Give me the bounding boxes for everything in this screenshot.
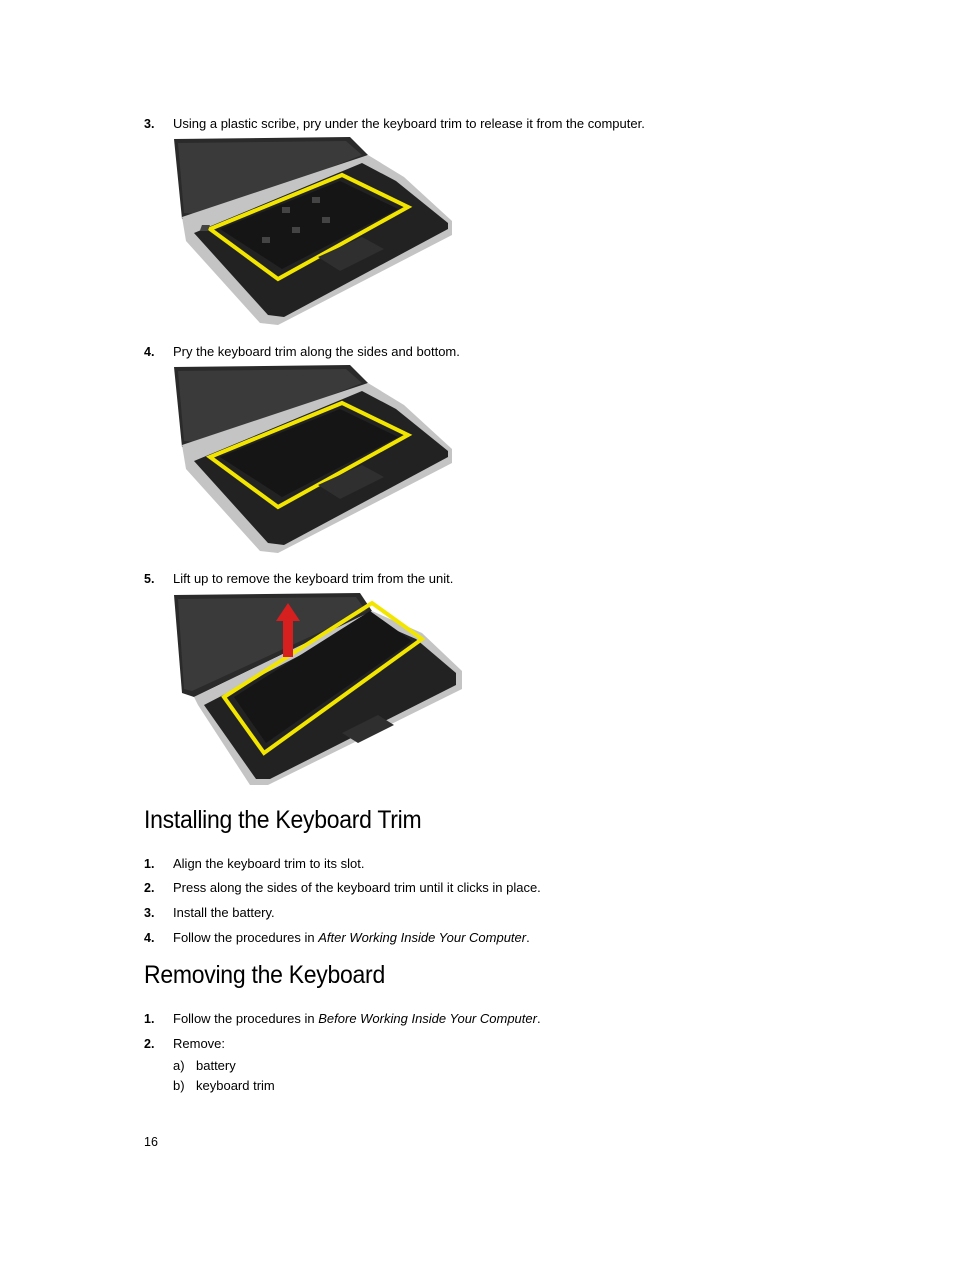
step-number: 3. bbox=[144, 117, 155, 131]
step-text: Lift up to remove the keyboard trim from the unit. bbox=[173, 571, 454, 586]
step-text-suffix: . bbox=[526, 930, 530, 945]
step-text: Pry the keyboard trim along the sides and bottom. bbox=[173, 344, 460, 359]
step-text: Install the battery. bbox=[173, 905, 275, 920]
laptop-keyboard-trim-lift-image bbox=[172, 593, 464, 787]
step-text-prefix: Follow the procedures in bbox=[173, 1011, 319, 1026]
sub-item-text: battery bbox=[196, 1058, 236, 1073]
step-number: 1. bbox=[144, 1012, 155, 1026]
step-number: 3. bbox=[144, 906, 155, 920]
step-text: Remove: bbox=[173, 1036, 226, 1051]
sub-item-label: b) bbox=[173, 1078, 185, 1093]
section-heading-removing: Removing the Keyboard bbox=[144, 961, 385, 989]
step-text bbox=[173, 1011, 541, 1026]
step-text-prefix: Follow the procedures in bbox=[173, 930, 319, 945]
step-number: 2. bbox=[144, 1037, 155, 1051]
page-number: 16 bbox=[144, 1135, 158, 1149]
step-number: 2. bbox=[144, 881, 155, 895]
step-text: Press along the sides of the keyboard trim until it clicks in place. bbox=[173, 880, 541, 895]
laptop-keyboard-trim-image-2 bbox=[172, 365, 464, 555]
section-heading-installing: Installing the Keyboard Trim bbox=[144, 806, 422, 834]
step-number: 4. bbox=[144, 345, 155, 359]
sub-item-text: keyboard trim bbox=[196, 1078, 275, 1093]
cross-reference-link[interactable]: Before Working Inside Your Computer bbox=[318, 1011, 537, 1026]
step-text bbox=[173, 930, 530, 945]
cross-reference-link[interactable]: After Working Inside Your Computer bbox=[318, 930, 527, 945]
sub-item-label: a) bbox=[173, 1058, 185, 1073]
step-number: 1. bbox=[144, 857, 155, 871]
step-number: 4. bbox=[144, 931, 155, 945]
step-text: Using a plastic scribe, pry under the keyboard trim to release it from the computer. bbox=[173, 116, 645, 131]
step-text: Align the keyboard trim to its slot. bbox=[173, 856, 365, 871]
laptop-keyboard-trim-image-1 bbox=[172, 137, 464, 327]
step-text-suffix: . bbox=[536, 1011, 541, 1026]
step-number: 5. bbox=[144, 572, 155, 586]
